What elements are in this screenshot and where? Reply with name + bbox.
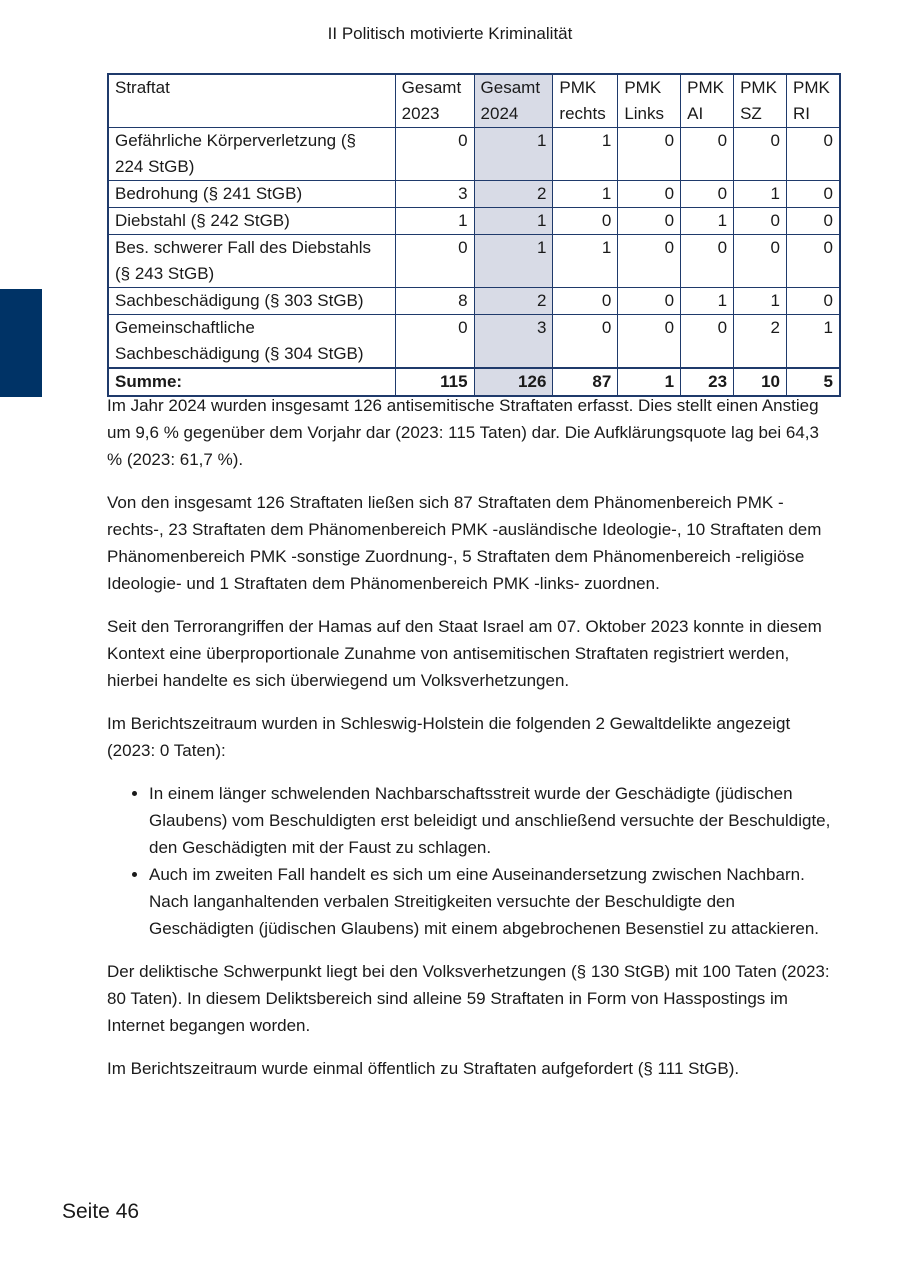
- column-header-gesamt-2023: Gesamt 2023: [395, 74, 474, 128]
- table-cell: 0: [553, 288, 618, 315]
- table-cell: 2: [474, 288, 553, 315]
- table-cell: 0: [553, 208, 618, 235]
- table-cell: 1: [553, 235, 618, 288]
- table-row: [108, 235, 840, 288]
- table-cell: 0: [618, 208, 681, 235]
- table-cell: 0: [787, 288, 841, 315]
- column-header-pmk-ri: PMK RI: [787, 74, 841, 128]
- table-cell: 0: [734, 235, 787, 288]
- paragraph-public-call: Im Berichtszeitraum wurde einmal öffentlich zu Straftaten aufgefordert (§ 111 StGB).: [107, 1059, 740, 1078]
- table-cell: 1: [474, 235, 553, 288]
- column-header-pmk-links: PMK Links: [618, 74, 681, 128]
- table-row: [108, 315, 840, 369]
- row-label: Gemeinschaftliche Sachbeschädigung (§ 304 StGB): [108, 315, 395, 369]
- table-cell: 1: [553, 181, 618, 208]
- table-cell: 0: [681, 128, 734, 181]
- table-cell: 87: [553, 368, 618, 396]
- page-number: Seite 46: [62, 1200, 140, 1223]
- body-text: [107, 392, 837, 1098]
- column-header-pmk-sz: PMK SZ: [734, 74, 787, 128]
- table-cell: 0: [787, 181, 841, 208]
- column-header-pmk-ai: PMK AI: [681, 74, 734, 128]
- table-cell: 1: [787, 315, 841, 369]
- row-label: Bedrohung (§ 241 StGB): [108, 181, 395, 208]
- table-cell: 0: [395, 235, 474, 288]
- table-cell: 8: [395, 288, 474, 315]
- chapter-side-marker: [0, 289, 42, 397]
- crime-statistics-table: [107, 73, 841, 397]
- table-cell: 0: [618, 315, 681, 369]
- list-item: • Auch im zweiten Fall handelt es sich um eine Auseinandersetzung zwischen Nachbarn. Nach langanhaltenden verbalen Streitigkeiten versuchte der Beschuldigte den Geschädigten (jüdischen Glaubens) mit einem abgebrochenen Besenstiel zu attackieren.: [149, 861, 837, 942]
- table-cell: 0: [787, 128, 841, 181]
- table-cell: 0: [787, 235, 841, 288]
- table-cell: 0: [681, 315, 734, 369]
- table-cell: 0: [681, 235, 734, 288]
- paragraph-focus: Der deliktische Schwerpunkt liegt bei den Volksverhetzungen (§ 130 StGB) mit 100 Taten (2023: 80 Taten). In diesem Deliktsbereich sind alleine 59 Straftaten in Form von Hasspostings im Internet begangen worden.: [107, 962, 830, 1035]
- table-cell: 0: [618, 181, 681, 208]
- table-cell: 0: [395, 315, 474, 369]
- table-row: [108, 181, 840, 208]
- table-cell: 5: [787, 368, 841, 396]
- paragraph-terror-context: Seit den Terrorangriffen der Hamas auf den Staat Israel am 07. Oktober 2023 konnte in diesem Kontext eine überproportionale Zunahme von antisemitischen Straftaten registriert werden, hierbei handelte es sich überwiegend um Volksverhetzungen.: [107, 617, 822, 690]
- table-row: [108, 288, 840, 315]
- sum-label: Summe:: [108, 368, 395, 396]
- table-body: [108, 128, 840, 397]
- table-cell: 0: [395, 128, 474, 181]
- table-cell: 23: [681, 368, 734, 396]
- paragraph-phenomena: Von den insgesamt 126 Straftaten ließen sich 87 Straftaten dem Phänomenbereich PMK -rechts-, 23 Straftaten dem Phänomenbereich PMK -ausländische Ideologie-, 10 Straftaten dem Phänomenbereich PMK -sonstige Zuordnung-, 5 Straftaten dem Phänomenbereich -religiöse Ideologie- und 1 Straftaten dem Phänomenbereich PMK -links- zuordnen.: [107, 493, 822, 593]
- table-row: [108, 128, 840, 181]
- table-cell: 0: [787, 208, 841, 235]
- table-cell: 1: [553, 128, 618, 181]
- table-cell: 0: [681, 181, 734, 208]
- row-label: Bes. schwerer Fall des Diebstahls (§ 243 StGB): [108, 235, 395, 288]
- table-cell: 10: [734, 368, 787, 396]
- paragraph-summary: Im Jahr 2024 wurden insgesamt 126 antisemitische Straftaten erfasst. Dies stellt einen Anstieg um 9,6 % gegenüber dem Vorjahr dar (2023: 115 Taten) dar. Die Aufklärungsquote lag bei 64,3 % (2023: 61,7 %).: [107, 396, 819, 469]
- table-cell: 1: [474, 208, 553, 235]
- table-cell: 1: [734, 288, 787, 315]
- table-cell: 126: [474, 368, 553, 396]
- table-cell: 1: [681, 288, 734, 315]
- table-cell: 1: [474, 128, 553, 181]
- paragraph-violent-offences: Im Berichtszeitraum wurden in Schleswig-Holstein die folgenden 2 Gewaltdelikte angezeigt (2023: 0 Taten):: [107, 714, 791, 760]
- table-cell: 0: [553, 315, 618, 369]
- table-cell: 0: [618, 128, 681, 181]
- table-cell: 0: [618, 235, 681, 288]
- column-header-gesamt-2024: Gesamt 2024: [474, 74, 553, 128]
- table-cell: 1: [681, 208, 734, 235]
- table-cell: 0: [618, 288, 681, 315]
- table-header-row: [108, 74, 840, 128]
- table-cell: 1: [618, 368, 681, 396]
- table-cell: 0: [734, 128, 787, 181]
- column-header-pmk-rechts: PMK rechts: [553, 74, 618, 128]
- table-cell: 115: [395, 368, 474, 396]
- table-cell: 2: [734, 315, 787, 369]
- page-header-title: II Politisch motivierte Kriminalität: [327, 24, 573, 43]
- row-label: Diebstahl (§ 242 StGB): [108, 208, 395, 235]
- table-cell: 0: [734, 208, 787, 235]
- table-cell: 1: [734, 181, 787, 208]
- table-row: [108, 208, 840, 235]
- violent-offences-list: [107, 780, 837, 942]
- list-item: • In einem länger schwelenden Nachbarschaftsstreit wurde der Geschädigte (jüdischen Glaubens) vom Beschuldigten erst beleidigt und anschließend versuchte der Beschuldigte, den Geschädigten mit der Faust zu schlagen.: [149, 780, 837, 861]
- table-cell: 1: [395, 208, 474, 235]
- table-cell: 3: [395, 181, 474, 208]
- column-header-straftat: Straftat: [108, 74, 395, 128]
- row-label: Gefährliche Körperverletzung (§ 224 StGB): [108, 128, 395, 181]
- table-cell: 2: [474, 181, 553, 208]
- row-label: Sachbeschädigung (§ 303 StGB): [108, 288, 395, 315]
- table-cell: 3: [474, 315, 553, 369]
